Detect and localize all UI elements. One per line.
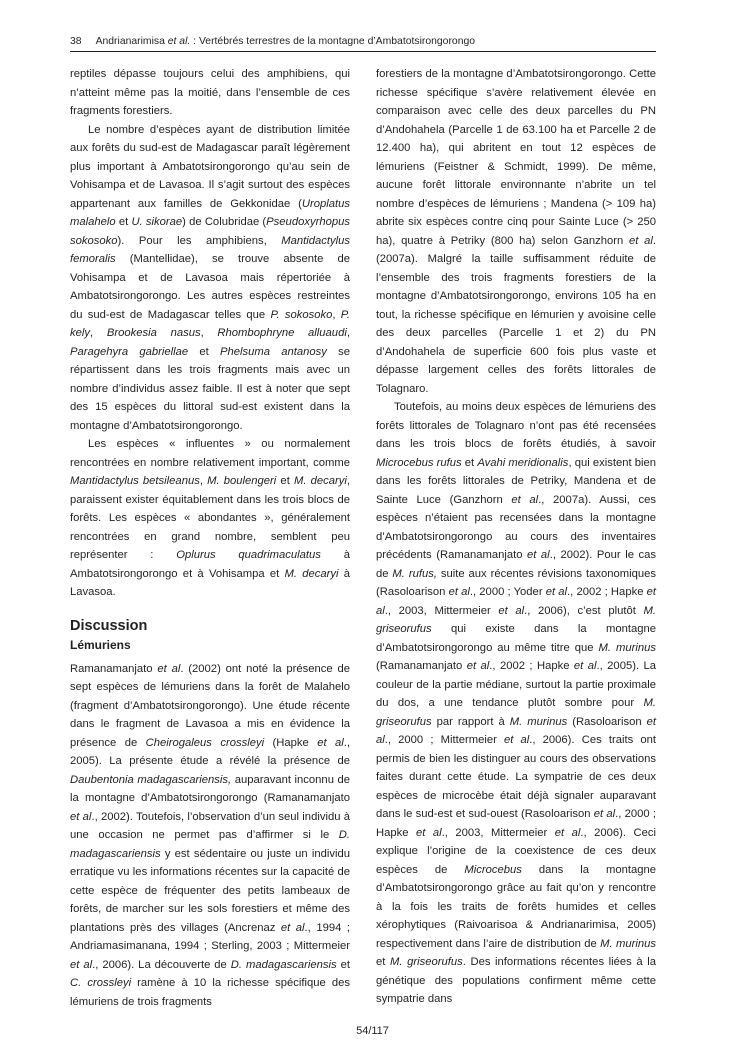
italic-run: Mantidactylus betsileanus — [70, 475, 200, 487]
italic-run: Phelsuma antanosy — [220, 345, 327, 358]
italic-run: Cheirogaleus crossleyi — [145, 736, 265, 749]
italic-run: M. rufus, — [392, 567, 437, 580]
paragraph — [376, 398, 656, 1009]
text-run: ., 2006). Ces traits ont permis de bien les distinguer au cours des observations faites durant cette étude. La sympatrie de ces deux espèces de microcèbe était déjà signaler auparavant dans le sud-est et sud-ouest (Rasoloarison — [376, 734, 656, 820]
italic-run: et al — [157, 662, 181, 675]
italic-run: et al — [317, 736, 344, 749]
italic-run: et al — [466, 660, 490, 672]
italic-run: et al — [280, 921, 305, 934]
italic-run: Pseudoxyrhopus sokosoko — [70, 216, 350, 247]
page-number: 38 — [70, 36, 82, 47]
italic-run: et al — [498, 604, 525, 617]
text-run: ., 2000 ; Hapke — [376, 808, 657, 839]
italic-run: M. murinus — [600, 937, 656, 950]
italic-run: C. crossleyi — [70, 977, 132, 989]
text-run: , — [346, 327, 350, 339]
italic-run: et al — [628, 234, 653, 247]
italic-run: et al — [545, 586, 568, 598]
italic-run: M. decaryi — [284, 567, 339, 580]
text-run: et — [115, 216, 132, 228]
text-run: ., 2006). Ceci explique l’origine de la coexistence de ces deux espèces de — [376, 826, 656, 876]
text-run: Les espèces « influentes » ou normalement rencontrées en nombre relativement important, comme — [70, 438, 350, 469]
text-run: , — [90, 327, 107, 339]
text-run: (Rasoloarison — [567, 715, 647, 728]
paragraph — [70, 65, 350, 121]
italic-run: et al — [376, 586, 657, 617]
text-run: Toutefois, au moins deux espèces de lémuriens des forêts littorales de Tolagnaro n’ont pas été recensées dans les trois blocs de forêts étudiés, à savoir — [376, 401, 656, 450]
text-run: à Lavasoa. — [70, 567, 351, 598]
italic-run: D. madagascariensis — [70, 829, 350, 860]
subsection-heading: Lémuriens — [70, 637, 131, 652]
italic-run: Rhombophryne alluaudi — [217, 327, 347, 339]
italic-run: Microcebus — [464, 863, 522, 876]
text-run: Le nombre d’espèces ayant de distribution limitée aux forêts du sud-est de Madagascar paraît légèrement plus important à Ambatotsirongorongo qu’au sein de Vohisampa et de Lavasoa. Il s’agit surtout des espèces appartenant aux familles de Gekkonidae ( — [70, 123, 350, 210]
text-run: suite aux récentes révisions taxonomiques (Rasoloarison — [376, 567, 656, 598]
italic-run: et al — [593, 808, 616, 820]
italic-run: M. griseorufus — [376, 697, 656, 728]
text-run: et — [276, 475, 294, 487]
italic-run: et al — [554, 826, 581, 839]
text-run: (Hapke — [264, 736, 318, 749]
text-run: ., 2002). Pour le cas de — [376, 549, 656, 580]
italic-run: U. sikorae — [131, 216, 183, 228]
text-run: ., 2002 ; Hapke — [567, 586, 647, 598]
text-run: ., 2003, Mittermeier — [384, 604, 499, 617]
header-rule — [70, 51, 656, 52]
italic-run: et al — [376, 715, 656, 746]
italic-run: et al — [70, 958, 93, 971]
text-run: , paraissent exister équitablement dans les trois blocs de forêts. Les espèces « abondantes », généralement rencontrées en grand nombre, semblent peu représenter : — [70, 475, 350, 561]
italic-run: M. griseorufus — [389, 956, 463, 968]
italic-run: Uroplatus malahelo — [70, 197, 350, 228]
paragraph — [376, 65, 656, 398]
text-run: . (2007a). Malgré la taille suffisamment réduite de l’ensemble des trois fragments forestiers de la montagne d’Ambatotsirongorongo, environs 105 ha en tout, la richesse spécifique en lémurien y avoisine celle des deux parcelles (Parcelle 1 et 2) du PN d’Andohahela de superficie 600 fois plus vaste et dépasse largement celles des forêts littorales de Tolagnaro. — [376, 234, 656, 395]
text-run: ., 1994 ; Andriamasimanana, 1994 ; Sterling, 2003 ; Mittermeier — [70, 921, 351, 952]
italic-run: P. sokosoko — [270, 308, 333, 321]
italic-run: et al — [503, 734, 530, 746]
running-title-rest: : Vertébrés terrestres de la montagne d’Ambatotsirongorongo — [190, 36, 476, 47]
text-run: . (2002) ont noté la présence de sept espèces de lémuriens dans la forêt de Malahelo (fragment d’Ambatotsirongorongo). Une étude récente dans le fragment de Lavasoa a mis en évidence la présence de — [70, 662, 351, 749]
text-run: , — [332, 308, 341, 321]
text-run: ., 2006). La découverte de — [92, 958, 231, 971]
text-run: à Ambatotsirongorongo et à Vohisampa et — [70, 549, 350, 580]
text-run: ., 2000 ; Yoder — [469, 586, 546, 598]
italic-run: Oplurus quadrimaculatus — [176, 549, 321, 561]
section-heading: Discussion — [70, 617, 148, 634]
text-run: , — [200, 327, 218, 339]
italic-run: M. decaryi — [293, 475, 347, 487]
text-run: dans la montagne d’Ambatotsirongorongo grâce au fait qu’on y rencontre à la fois les traits de forêts humides et celles xérophytiques (Raivoarisoa & Andrianarimisa, 2005) respectivement dans l’aire de distribution de — [376, 863, 656, 950]
text-run: (Mantellidae), se trouve absente de Vohisampa et de Lavasoa mais répertoriée à Ambatotsirongorongo. Les autres espèces restreintes du sud-est de Madagascar telles que — [70, 253, 350, 321]
text-run: ramène à 10 la richesse spécifique des lémuriens de trois fragments — [70, 977, 350, 1008]
italic-run: Brookesia nasus — [106, 327, 201, 339]
text-run: reptiles dépasse toujours celui des amphibiens, qui n’atteint même pas la moitié, dans l’ensemble de ces fragments forestiers. — [70, 68, 350, 117]
text-run: qui existe dans la montagne d’Ambatotsirongorongo au même titre que — [376, 623, 656, 654]
italic-run: M. murinus — [598, 641, 657, 654]
text-run: par rapport à — [431, 715, 510, 728]
italic-run: et al — [416, 826, 442, 839]
text-run: ., 2002). Toutefois, l’observation d’un seul individu à une occasion ne permet pas d’affirmer si le — [70, 810, 350, 841]
italic-run: D. madagascariensis — [230, 958, 337, 971]
text-run: se répartissent dans les trois fragments mais avec un nombre d’individus assez faible. Il est à noter que sept des 15 espèces du littoral sud-est existent dans la montagne d’Ambatotsirongorongo. — [70, 345, 351, 432]
paragraph — [70, 660, 350, 1012]
running-header — [70, 35, 656, 49]
text-run: et — [188, 345, 220, 358]
text-run: (Ramanamanjato — [376, 660, 467, 672]
text-run: , qui existent bien dans les forêts littorales de Petriky, Mandena et de Sainte Luce (Ganzhorn — [376, 456, 657, 506]
text-run: forestiers de la montagne d’Ambatotsirongorongo. Cette richesse spécifique s’avère relativement élevée en comparaison avec celle des deux parcelles du PN d’Andohahela (Parcelle 1 de 63.100 ha et Parcelle 2 de 12.400 ha), qui abritent en tout 12 espèces de lémuriens (Feistner & Schmidt, 1999). De même, aucune forêt littorale environnante n’abrite un tel nombre d’espèces de lémuriens ; Mandena (> 109 ha) abrite six espèces contre cinq pour Sainte Luce (> 250 ha), quatre à Petriky (800 ha) selon Ganzhorn — [376, 68, 656, 247]
text-run: Ramanamanjato — [70, 662, 158, 675]
italic-run: M. griseorufus — [376, 604, 656, 635]
text-run: . Des informations récentes liées à la génétique des populations confirment même cette sympatrie dans — [376, 956, 656, 1005]
italic-run: et al — [448, 586, 470, 598]
italic-run: Daubentonia madagascariensis, — [70, 773, 232, 786]
italic-run: P. kely — [70, 308, 350, 339]
right-column — [376, 65, 656, 1009]
running-title-author: Andrianarimisa — [95, 36, 168, 47]
text-run: ., 2000 ; Mittermeier — [384, 734, 504, 746]
text-run: auparavant inconnu de la montagne d’Ambatotsirongorongo (Ramanamanjato — [70, 773, 351, 804]
italic-run: Mantidactylus femoralis — [70, 234, 350, 265]
italic-run: et al — [511, 493, 539, 506]
running-title-etal: et al. — [167, 36, 191, 47]
text-run: ., 2007a). Aussi, ces espèces n’étaient pas recensées dans la montagne d’Ambatotsirongorongo au cours des inventaires précédents (Ramanamanjato — [376, 493, 657, 561]
italic-run: M. boulengeri — [207, 475, 277, 487]
text-run: et — [376, 956, 390, 968]
text-run: y est sédentaire ou juste un individu erratique vu les informations récentes sur la capacité de cette espèce de fréquenter des petits lambeaux de forêts, de marcher sur les sols forestiers et même des plantations près des villages (Ancrenaz — [70, 847, 350, 934]
italic-run: et al — [527, 549, 550, 561]
text-run: ) de Colubridae ( — [182, 216, 267, 228]
italic-run: Avahi meridionalis — [477, 456, 569, 469]
text-run: et — [461, 456, 478, 469]
italic-run: Microcebus rufus — [376, 456, 462, 469]
text-run: ., 2005). La couleur de la partie médiane, surtout la partie proximale du dos, a une tendance plutôt sombre pour — [376, 660, 657, 709]
text-run: ). Pour les amphibiens, — [117, 234, 282, 247]
text-run: ., 2005). La présente étude a révélé la présence de — [70, 736, 351, 767]
italic-run: et al — [573, 660, 597, 672]
italic-run: M. murinus — [509, 715, 568, 728]
text-run: et — [336, 958, 351, 971]
text-run: ., 2003, Mittermeier — [441, 826, 555, 839]
text-run: ., 2006), c’est plutôt — [524, 604, 644, 617]
paragraph — [70, 121, 350, 436]
text-run: , — [199, 475, 208, 487]
italic-run: et al — [70, 810, 92, 823]
text-run: ., 2002 ; Hapke — [489, 660, 574, 672]
left-column — [70, 65, 350, 1011]
paragraph — [70, 435, 350, 602]
page-counter: 54/117 — [356, 1025, 389, 1037]
italic-run: Paragehyra gabriellae — [70, 345, 189, 358]
